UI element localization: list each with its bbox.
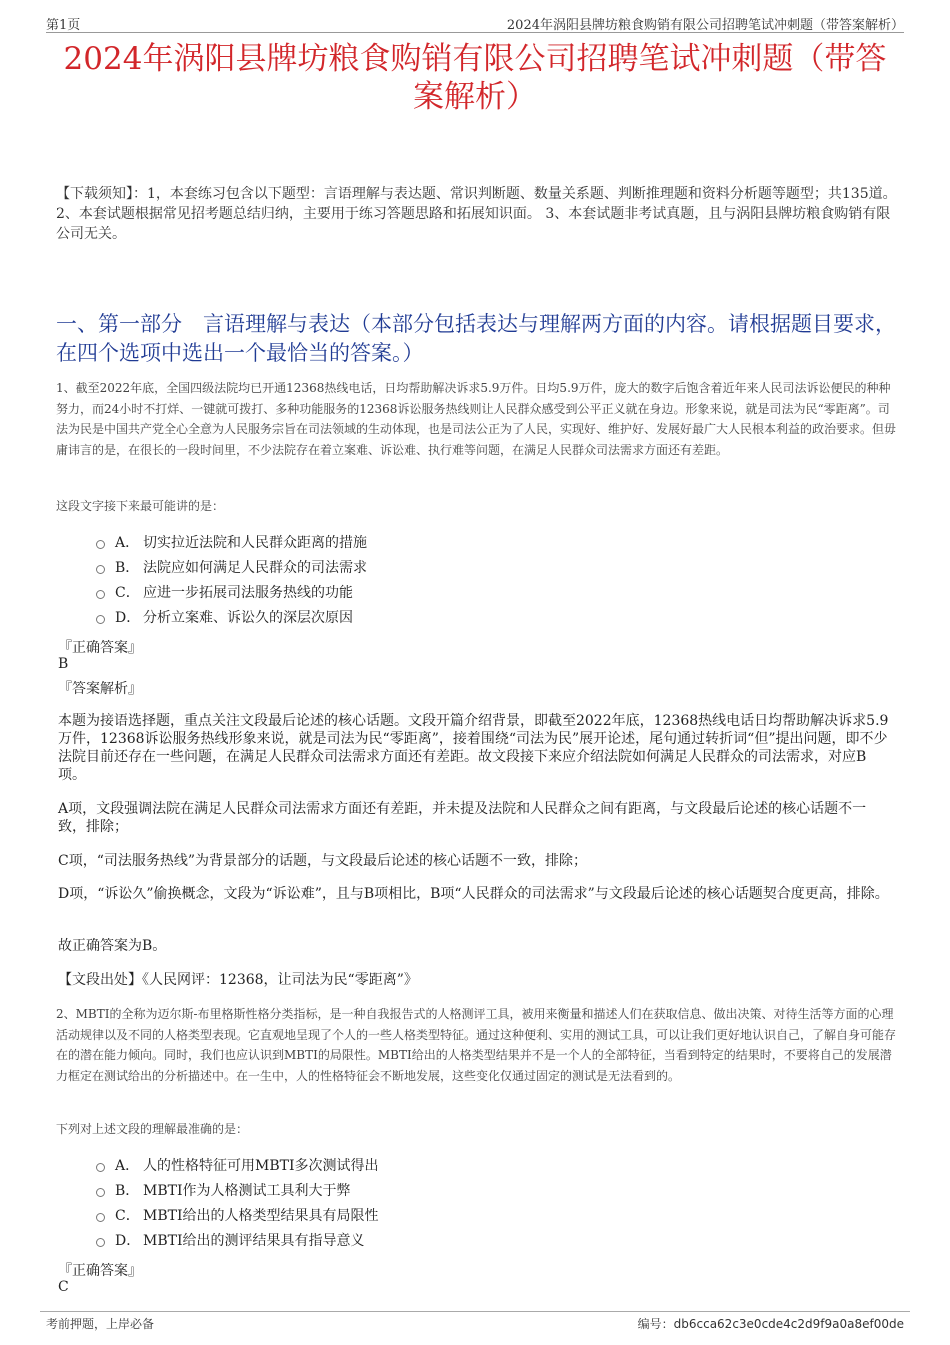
radio-icon[interactable] (96, 590, 105, 599)
page-header (46, 12, 904, 33)
radio-icon[interactable] (96, 540, 105, 549)
radio-icon[interactable] (96, 1213, 105, 1222)
radio-icon[interactable] (96, 1163, 105, 1172)
question-2-text: 2、MBTI的全称为迈尔斯-布里格斯性格分类指标，是一种自我报告式的人格测评工具，被用来衡量和描述人们在获取信息、做出决策、对待生活等方面的心理活动规律以及不同的人格类型表现。它直观地呈现了个人的一些人格类型特征。通过这种便利、实用的测试工具，可以让我们更好地认识自己，了解自身可能存在的潜在能力倾向。同时，我们也应认识到MBTI的局限性。MBTI给出的人格类型结果并不是一个人的全部特征，当看到特定的结果时，不要将自己的发展潜力框定在测试给出的分析描述中。在一生中，人的性格特征会不断地发展，这些变化仅通过固定的测试是无法看到的。 (56, 1007, 897, 1083)
radio-icon[interactable] (96, 1238, 105, 1247)
question-2-option-a[interactable]: A． 人的性格特征可用MBTI多次测试得出 (96, 1152, 379, 1177)
question-1-option-d[interactable]: D． 分析立案难、诉讼久的深层次原因 (96, 604, 367, 629)
section-heading: 一、第一部分 言语理解与表达（本部分包括表达与理解两方面的内容。请根据题目要求，在四个选项中选出一个最恰当的答案。） (56, 312, 896, 365)
radio-icon[interactable] (96, 565, 105, 574)
question-2-prompt: 下列对上述文段的理解最准确的是： (56, 1122, 249, 1136)
download-notice: 【下载须知】：1，本套练习包含以下题型：言语理解与表达题、常识判断题、数量关系题、判断推理题和资料分析题等题型；共135道。 2、本套试题根据常见招考题总结归纳，主要用于练习答题思路和拓展知识面。 3、本套试题非考试真题，且与涡阳县牌坊粮食购销有限公司无关。 (56, 186, 897, 242)
question-1-option-b[interactable]: B． 法院应如何满足人民群众的司法需求 (96, 554, 367, 579)
analysis-paragraph: C项，“司法服务热线”为背景部分的话题，与文段最后论述的核心话题不一致，排除； (58, 853, 588, 869)
question-1-option-c[interactable]: C． 应进一步拓展司法服务热线的功能 (96, 579, 367, 604)
analysis-source: 【文段出处】《人民网评：12368，让司法为民“零距离”》 (58, 972, 418, 988)
answer-value: B (58, 656, 69, 672)
question-2-option-d[interactable]: D． MBTI给出的测评结果具有指导意义 (96, 1227, 379, 1252)
question-1-prompt: 这段文字接下来最可能讲的是： (56, 499, 225, 513)
analysis-paragraph: D项，“诉讼久”偷换概念，文段为“诉讼难”，且与B项相比，B项“人民群众的司法需求”与文段最后论述的核心话题契合度更高，排除。 (58, 886, 889, 902)
question-2-options (96, 1152, 379, 1252)
radio-icon[interactable] (96, 1188, 105, 1197)
document-title: 2024年涡阳县牌坊粮食购销有限公司招聘笔试冲刺题（带答案解析） (63, 41, 887, 115)
header-doc-title: 2024年涡阳县牌坊粮食购销有限公司招聘笔试冲刺题（带答案解析） (506, 18, 904, 33)
question-1-option-a[interactable]: A． 切实拉近法院和人民群众距离的措施 (96, 529, 367, 554)
answer-label: 『正确答案』 (58, 1263, 142, 1279)
radio-icon[interactable] (96, 615, 105, 624)
answer-value: C (58, 1279, 69, 1295)
question-2-option-b[interactable]: B． MBTI作为人格测试工具利大于弊 (96, 1177, 379, 1202)
footer-code: 编号：db6cca62c3e0cde4c2d9f9a0a8ef00de (637, 1317, 904, 1331)
analysis-paragraph: A项，文段强调法院在满足人民群众司法需求方面还有差距，并未提及法院和人民群众之间有距离，与文段最后论述的核心话题不一致，排除； (58, 801, 867, 835)
question-2-option-c[interactable]: C． MBTI给出的人格类型结果具有局限性 (96, 1202, 379, 1227)
answer-label: 『正确答案』 (58, 640, 142, 656)
page-number: 第1页 (46, 18, 81, 33)
footer-divider (40, 1311, 910, 1312)
question-1-options (96, 529, 367, 629)
analysis-paragraph: 本题为接语选择题，重点关注文段最后论述的核心话题。文段开篇介绍背景，即截至2022年底，12368热线电话日均帮助解决诉求5.9万件，12368诉讼服务热线形象来说，就是司法为民“零距离”，接着围绕“司法为民”展开论述，尾句通过转折词“但”提出问题，即不少法院目前还存在一些问题，在满足人民群众司法需求方面还有差距。故文段接下来应介绍法院如何满足人民群众的司法需求，对应B项。 (58, 713, 889, 783)
question-1-text: 1、截至2022年底，全国四级法院均已开通12368热线电话，日均帮助解决诉求5.9万件。日均5.9万件，庞大的数字后饱含着近年来人民司法诉讼便民的种种努力，而24小时不打烊、一键就可拨打、多种功能服务的12368诉讼服务热线则让人民群众感受到公平正义就在身边。形象来说，就是司法为民“零距离”。司法为民是中国共产党全心全意为人民服务宗旨在司法领域的生动体现，也是司法公正为了人民，实现好、维护好、发展好最广大人民根本利益的政治要求。但毋庸讳言的是，在很长的一段时间里，不少法院存在着立案难、诉讼难、执行难等问题，在满足人民群众司法需求方面还有差距。 (56, 381, 897, 457)
analysis-paragraph: 故正确答案为B。 (58, 938, 167, 954)
analysis-label: 『答案解析』 (58, 681, 142, 697)
footer-slogan: 考前押题，上岸必备 (46, 1317, 155, 1331)
